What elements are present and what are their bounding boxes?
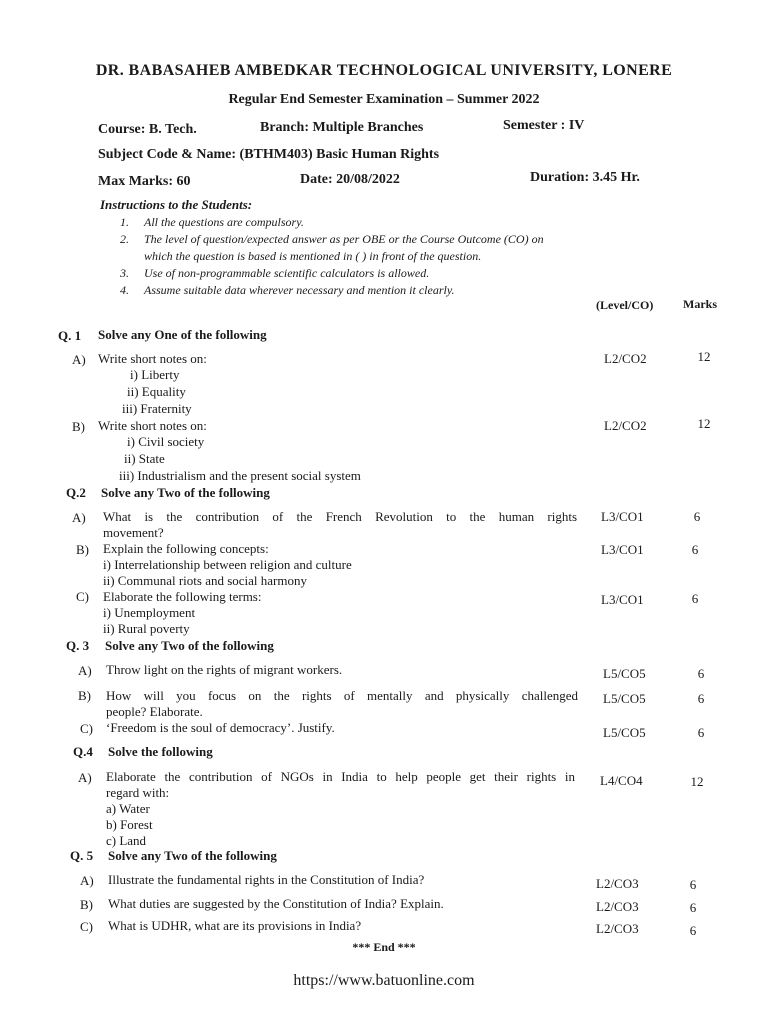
instruction-item: 1. All the questions are compulsory. [120, 215, 304, 229]
part-text: How will you focus on the rights of mentally and physically challenged [106, 688, 578, 703]
question-number: Q. 5 [70, 848, 94, 863]
part-text: Explain the following concepts: [103, 541, 269, 556]
part-label: B) [78, 688, 91, 703]
marks: 6 [689, 923, 697, 938]
marks-header: Marks [683, 297, 717, 311]
instruction-item: 4. Assume suitable data wherever necessary and mention it clearly. [120, 283, 455, 297]
question-heading: Solve any Two of the following [101, 485, 270, 500]
level-co: L2/CO2 [604, 418, 647, 433]
part-text: ii) State [124, 451, 165, 466]
part-text: i) Civil society [127, 434, 205, 449]
question-number: Q.2 [66, 485, 86, 500]
part-label: A) [72, 352, 86, 367]
level-co: L4/CO4 [600, 773, 643, 788]
part-text: Throw light on the rights of migrant workers. [106, 662, 343, 677]
level-co: L2/CO3 [596, 876, 639, 891]
marks: 6 [691, 542, 699, 557]
exam-title: Regular End Semester Examination – Summer 2022 [228, 92, 540, 107]
marks: 6 [697, 725, 705, 740]
part-label: C) [76, 589, 89, 604]
end-marker: *** End *** [352, 940, 416, 954]
part-label: B) [76, 542, 89, 557]
part-text: ii) Communal riots and social harmony [103, 573, 307, 588]
instructions-heading: Instructions to the Students: [100, 197, 253, 212]
part-text: What is UDHR, what are its provisions in India? [108, 918, 362, 933]
question-heading: Solve any One of the following [98, 327, 267, 342]
marks: 6 [697, 691, 705, 706]
instruction-item: which the question is based is mentioned in ( ) in front of the question. [144, 249, 482, 263]
part-label: C) [80, 919, 93, 934]
question-number: Q. 1 [58, 328, 82, 343]
part-text: i) Interrelationship between religion and culture [103, 557, 352, 572]
marks: 6 [689, 877, 697, 892]
course-label: Course: B. Tech. [98, 122, 197, 137]
marks: 6 [689, 900, 697, 915]
marks: 6 [693, 509, 701, 524]
part-text: movement? [103, 525, 164, 540]
level-co: L2/CO2 [604, 351, 647, 366]
part-text: i) Liberty [130, 367, 180, 382]
university-title: DR. BABASAHEB AMBEDKAR TECHNOLOGICAL UNIVERSITY, LONERE [95, 62, 673, 79]
branch-label: Branch: Multiple Branches [260, 120, 424, 135]
level-co: L2/CO3 [596, 921, 639, 936]
level-co: L3/CO1 [601, 509, 644, 524]
question-heading: Solve any Two of the following [105, 638, 274, 653]
part-text: Illustrate the fundamental rights in the Constitution of India? [108, 872, 425, 887]
part-text: What duties are suggested by the Constitution of India? Explain. [108, 896, 444, 911]
instruction-item: 3. Use of non-programmable scientific calculators is allowed. [120, 266, 430, 280]
part-text: people? Elaborate. [106, 704, 203, 719]
part-text: Write short notes on: [98, 418, 207, 433]
footer-url: https://www.batuonline.com [293, 972, 475, 989]
part-text: What is the contribution of the French Revolution to the human rights [103, 509, 577, 524]
duration-label: Duration: 3.45 Hr. [530, 170, 640, 185]
part-text: iii) Fraternity [122, 401, 192, 416]
part-label: A) [78, 770, 92, 785]
question-number: Q.4 [73, 744, 93, 759]
marks: 12 [697, 416, 711, 431]
part-text: c) Land [106, 833, 147, 848]
part-text: Elaborate the following terms: [103, 589, 262, 604]
instruction-item: 2. The level of question/expected answer as per OBE or the Course Outcome (CO) on [120, 232, 544, 246]
question-heading: Solve any Two of the following [108, 848, 277, 863]
part-text: i) Unemployment [103, 605, 196, 620]
level-co: L3/CO1 [601, 542, 644, 557]
marks: 12 [690, 774, 704, 789]
part-label: A) [80, 873, 94, 888]
part-text: Elaborate the contribution of NGOs in India to help people get their rights in [106, 769, 575, 784]
part-label: A) [72, 510, 86, 525]
part-text: ii) Rural poverty [103, 621, 190, 636]
level-co: L5/CO5 [603, 666, 646, 681]
part-label: B) [72, 419, 85, 434]
subject-label: Subject Code & Name: (BTHM403) Basic Human Rights [98, 147, 440, 162]
part-text: b) Forest [106, 817, 153, 832]
date-label: Date: 20/08/2022 [300, 172, 400, 187]
part-text: ‘Freedom is the soul of democracy’. Justify. [106, 720, 335, 735]
level-co: L3/CO1 [601, 592, 644, 607]
marks: 6 [697, 666, 705, 681]
part-label: B) [80, 897, 93, 912]
question-number: Q. 3 [66, 638, 90, 653]
level-co: L5/CO5 [603, 691, 646, 706]
max-marks-label: Max Marks: 60 [98, 174, 191, 189]
part-text: Write short notes on: [98, 351, 207, 366]
part-label: A) [78, 663, 92, 678]
question-heading: Solve the following [108, 744, 213, 759]
part-label: C) [80, 721, 93, 736]
level-co: L5/CO5 [603, 725, 646, 740]
level-co-header: (Level/CO) [596, 298, 654, 312]
marks: 6 [691, 591, 699, 606]
part-text: a) Water [106, 801, 150, 816]
marks: 12 [697, 349, 711, 364]
part-text: regard with: [106, 785, 170, 800]
level-co: L2/CO3 [596, 899, 639, 914]
semester-label: Semester : IV [503, 118, 585, 133]
part-text: ii) Equality [127, 384, 186, 399]
part-text: iii) Industrialism and the present social system [119, 468, 361, 483]
